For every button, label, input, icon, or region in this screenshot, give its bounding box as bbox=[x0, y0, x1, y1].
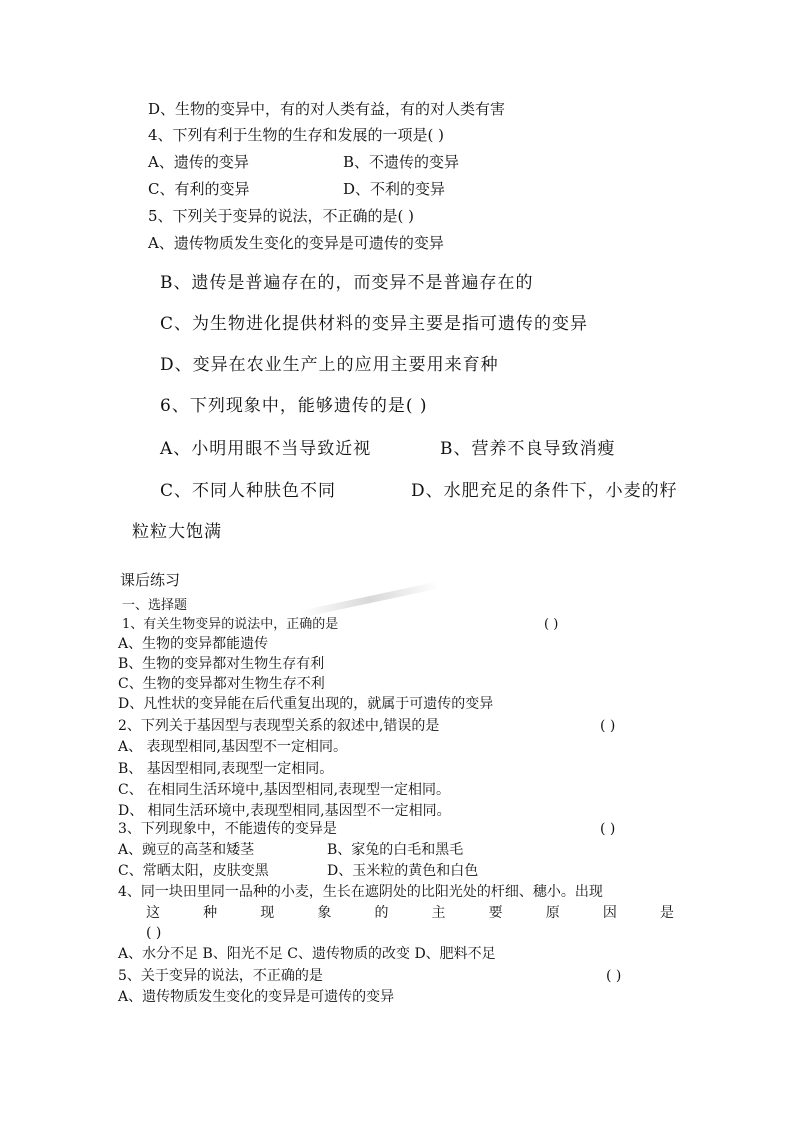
lesson-q6-option-b: B、营养不良导致消瘦 bbox=[440, 439, 616, 459]
q4-char: 原 bbox=[545, 905, 560, 921]
exercise-q5-answer-paren: ( ) bbox=[606, 968, 622, 984]
exercise-question-2: 2、下列关于基因型与表现型关系的叙述中,错误的是 bbox=[118, 718, 440, 734]
exercise-q3-option-b: B、家兔的白毛和黑毛 bbox=[327, 842, 464, 858]
scan-smudge bbox=[301, 582, 439, 618]
exercise-q2-option-d: D、 相同生活环境中,表现型相同,基因型不一定相同。 bbox=[118, 803, 451, 819]
q4-char: 这 bbox=[146, 905, 160, 921]
exercise-q3-option-c: C、常晒太阳，皮肤变黑 bbox=[118, 863, 269, 879]
exercise-question-5: 5、关于变异的说法，不正确的是 bbox=[118, 968, 323, 984]
lesson-q6-option-a: A、小明用眼不当导致近视 bbox=[160, 439, 372, 459]
lesson-q4-option-b: B、不遗传的变异 bbox=[343, 153, 460, 171]
lesson-question-5: 5、下列关于变异的说法，不正确的是( ) bbox=[148, 207, 415, 225]
q4-char: 现 bbox=[260, 905, 275, 921]
q4-char: 要 bbox=[488, 905, 503, 921]
exercise-q3-option-a: A、豌豆的高茎和矮茎 bbox=[118, 842, 255, 858]
q4-char: 主 bbox=[431, 905, 446, 921]
q4-char: 的 bbox=[374, 905, 389, 921]
lesson-q4-option-d: D、不利的变异 bbox=[343, 180, 446, 198]
exercise-heading: 课后练习 bbox=[120, 571, 181, 589]
lesson-option-d-line: D、生物的变异中，有的对人类有益，有的对人类有害 bbox=[148, 100, 506, 118]
q4-char: 因 bbox=[602, 905, 617, 921]
lesson-q5-option-b: B、遗传是普遍存在的，而变异不是普遍存在的 bbox=[160, 273, 534, 293]
exercise-q2-option-b: B、 基因型相同,表现型一定相同。 bbox=[118, 761, 334, 777]
lesson-q4-option-a: A、遗传的变异 bbox=[148, 153, 249, 171]
exercise-q1-option-b: B、生物的变异都对生物生存有利 bbox=[118, 656, 325, 672]
lesson-q4-option-c: C、有利的变异 bbox=[148, 180, 250, 198]
exercise-q4-continuation bbox=[146, 906, 674, 920]
exercise-q2-answer-paren: ( ) bbox=[600, 718, 616, 734]
lesson-question-4: 4、下列有利于生物的生存和发展的一项是( ) bbox=[148, 126, 445, 144]
exercise-q3-option-d: D、玉米粒的黄色和白色 bbox=[327, 863, 479, 879]
exercise-q1-option-a: A、生物的变异都能遗传 bbox=[118, 636, 269, 652]
exercise-question-3: 3、下列现象中，不能遗传的变异是 bbox=[118, 821, 337, 837]
exercise-question-4: 4、同一块田里同一品种的小麦，生长在遮阴处的比阳光处的杆细、穗小。出现 bbox=[118, 884, 603, 900]
lesson-question-6: 6、下列现象中，能够遗传的是( ) bbox=[160, 396, 428, 416]
exercise-q1-option-d: D、凡性状的变异能在后代重复出现的，就属于可遗传的变异 bbox=[118, 696, 494, 712]
exercise-q2-option-c: C、 在相同生活环境中,基因型相同,表现型一定相同。 bbox=[118, 782, 451, 798]
lesson-q6-option-d-cont: 粒粒大饱满 bbox=[132, 522, 222, 542]
exercise-section-title: 一、选择题 bbox=[122, 598, 188, 613]
lesson-q5-option-a: A、遗传物质发生变化的变异是可遗传的变异 bbox=[148, 234, 444, 252]
exercise-q5-option-a: A、遗传物质发生变化的变异是可遗传的变异 bbox=[118, 989, 395, 1005]
lesson-q5-option-d: D、变异在农业生产上的应用主要用来育种 bbox=[160, 355, 499, 375]
exercise-q1-option-c: C、生物的变异都对生物生存不利 bbox=[118, 676, 325, 692]
exercise-q2-option-a: A、 表现型相同,基因型不一定相同。 bbox=[118, 739, 348, 755]
q4-char: 是 bbox=[659, 905, 674, 921]
exercise-q4-answer-paren: ( ) bbox=[146, 925, 162, 941]
exercise-q1-answer-paren: ( ) bbox=[544, 617, 559, 632]
lesson-q6-option-d: D、水肥充足的条件下，小麦的籽 bbox=[411, 481, 678, 501]
exercise-question-1: 1、有关生物变异的说法中，正确的是 bbox=[122, 617, 339, 632]
exercise-q4-options: A、水分不足 B、阳光不足 C、遗传物质的改变 D、肥料不足 bbox=[118, 946, 496, 962]
lesson-q5-option-c: C、为生物进化提供材料的变异主要是指可遗传的变异 bbox=[160, 314, 589, 334]
exercise-q3-answer-paren: ( ) bbox=[600, 821, 616, 837]
lesson-q6-option-c: C、不同人种肤色不同 bbox=[160, 481, 337, 501]
q4-char: 种 bbox=[203, 905, 218, 921]
q4-char: 象 bbox=[317, 905, 332, 921]
